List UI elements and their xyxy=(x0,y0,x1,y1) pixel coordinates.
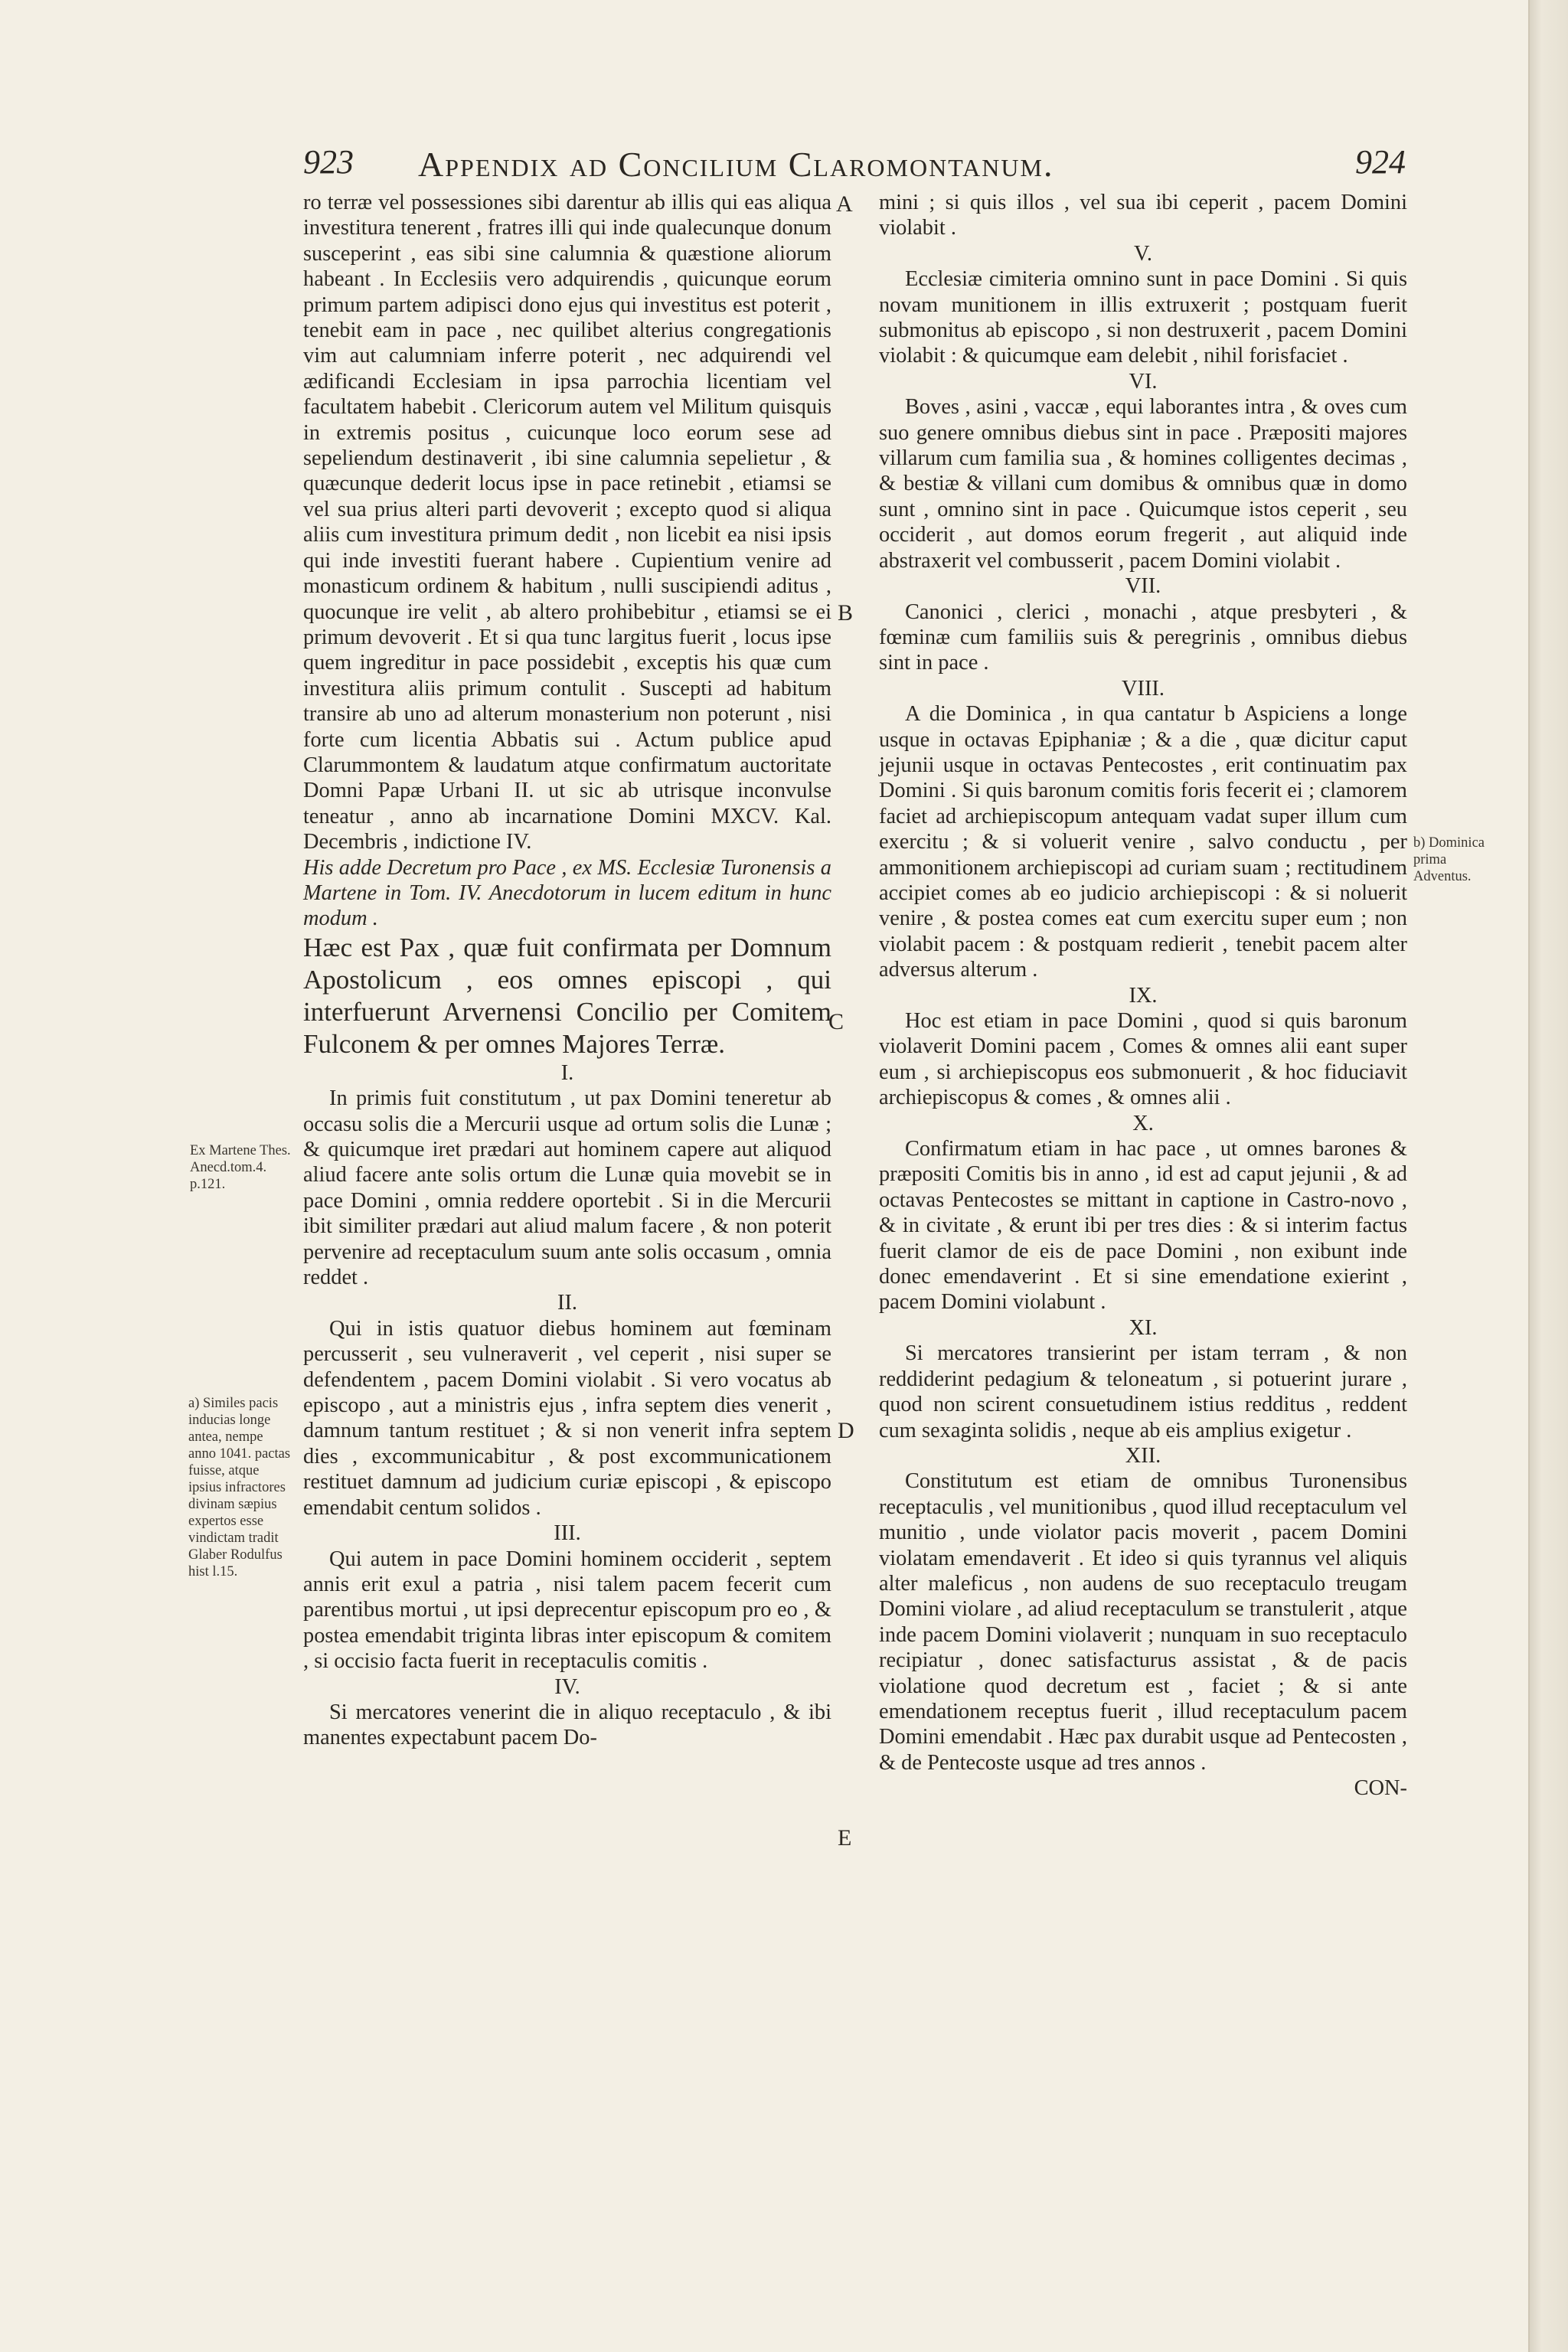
left-column xyxy=(303,190,831,1751)
section-number: VI. xyxy=(1129,369,1158,394)
section-text: Ecclesiæ cimiteria omnino sunt in pace Domini . Si quis novam munitionem in illis extruxerit ; postquam fuerit submonitus ab episcopo , si non destruxerit , pacem Domini violabit : & quicumque eam delebit , nihil forisfaciet . xyxy=(879,267,1407,368)
section-text: A die Dominica , in qua cantatur b Aspiciens a longe usque in octavas Epiphaniæ ; & a die , quæ dicitur caput jejunii usque in octavas Pentecostes , erit continuatim pax Domini . Si quis baronum comitis foris fecerit ei ; clamorem faciet ad archiepiscopum antequam vadat super illum cum exercitu ; & si voluerit venire , salvo conductu , per ammonitionem archiepiscopi ad curiam suam ; rectitudinem accipiet comes ab eo judicio archiepiscopi : & si noluerit venire , & postea comes eat cum exercitu super eum ; non violabit pacem : & postquam redierit , tenebit pacem alter adversus alterum . xyxy=(879,702,1407,982)
section-text: Constitutum est etiam de omnibus Turonensibus receptaculis , vel munitionibus , quod illud receptaculum vel munitio , unde violator pacis moverit , pacem Domini violatam emendaverit . Et ideo si quis tyrannus vel aliquis alter maleficus , non audens de suo receptaculo treugam Domini violare , ad aliud receptaculum se transtulerit , atque inde pacem Domini violaverit ; nunquam in suo receptaculo recipiatur , donec satisfacturus assistat , & de pacis violatione quod decretum est , faciet ; & si ante emendationem receptus fuerit , illud receptaculum pacem Domini emendabit . Hæc pax durabit usque ad Pentecosten , & de Pentecoste usque ad tres annos . xyxy=(879,1469,1407,1775)
side-note-a: a) Similes pacis inducias longe antea, nempe anno 1041. pactas fuisse, atque ipsius infractores divinam sæpius expertos esse vindictam tradit Glaber Rodulfus hist l.15. xyxy=(188,1396,291,1579)
section-number: VII. xyxy=(1125,574,1161,599)
section-number: X. xyxy=(1132,1111,1154,1135)
section-text: Boves , asini , vaccæ , equi laborantes intra , & oves cum suo genere omnibus diebus sint in pace . Præpositi majores villarum cum familia sua , & homines colligentes decimas , & bestiæ & villani cum domibus & omnibus quæ in domo sunt , omnino sint in pace . Quicumque istos ceperit , seu occiderit , aut domos eorum fregerit , aut aliquid inde abstraxerit vel combusserit , pacem Domini violabit . xyxy=(879,395,1407,573)
side-note-source: Ex Martene Thes. Anecd.tom.4. p.121. xyxy=(190,1143,291,1192)
section-text: Hoc est etiam in pace Domini , quod si quis baronum violaverit Domini pacem , Comes & omnes alii eant super eum , si archiepiscopus eos submonuerit , & hoc fiduciavit archiepiscopus & comes , & omnes alii . xyxy=(879,1009,1407,1110)
section-text: Canonici , clerici , monachi , atque presbyteri , & fœminæ cum familiis suis & peregrinis , omnibus diebus sint in pace . xyxy=(879,599,1407,675)
decree-title: Hæc est Pax , quæ fuit confirmata per Domnum Apostolicum , eos omnes episcopi , qui interfuerunt Arvernensi Concilio per Comitem Fulconem & per omnes Majores Terræ. xyxy=(303,932,831,1059)
section-number: VIII. xyxy=(1122,676,1165,701)
section-number: XI. xyxy=(1129,1315,1158,1340)
continued-paragraph: mini ; si quis illos , vel sua ibi ceperit , pacem Domini violabit . xyxy=(879,191,1407,240)
section-number: IV. xyxy=(554,1674,580,1699)
section-text: Si mercatores venerint die in aliquo receptaculo , & ibi manentes expectabunt pacem Do- xyxy=(303,1700,831,1750)
section-text: Qui autem in pace Domini hominem occiderit , septem annis erit exul a patria , nisi talem pacem fecerit cum parentibus mortui , ut ipsi deprecentur episcopum pro eo , & postea emendabit triginta libras inter episcopum & comitem , si occisio facta fuerit in receptaculis comitis . xyxy=(303,1547,831,1674)
right-column xyxy=(879,190,1407,1802)
running-header xyxy=(303,138,1406,191)
section-number: II. xyxy=(557,1291,577,1315)
continued-paragraph: ro terræ vel possessiones sibi darentur ab illis qui eas aliqua investitura tenerent , fratres illi qui inde qualecunque donum susceperint , eas sibi sine calumnia & quæstione aliorum habeant . In Ecclesiis vero adquirendis , quicunque eorum primum partem adipisci dono ejus qui investitus est poterit , tenebit eam in pace , nec quilibet alterius congregationis vim aut calumniam inferre poterit , nec adquirendi vel ædificandi Ecclesiam in ipsa parrochia licentiam vel facultatem habebit . Clericorum autem vel Militum quisquis in extremis positus , cuicunque loco eorum sese ad sepeliendum destinaverit , ibi sine calumnia sepelietur , & quæcunque dederit locus ipse in pace retinebit , etiamsi se vel sua prius alteri parti devoverit ; excepto quod si aliqua aliis cum investitura primum dedit , non licebit ea nisi ipsis qui inde investiti fuerant habere . Cupientium venire ad monasticum ordinem & habitum , nulli suscipiendi aditus , quocunque ire velit , ab altero prohibebitur , etiamsi se ei primum devoverit . Et si qua tunc largitus fuerit , locus ipse quem ingreditur in pace possidebit , exceptis his quæ cum investitura aliis primum contulit . Suscepti ad habitum transire ab uno ad alterum monasterium non poterunt , nisi forte cum licentia Abbatis sui . Actum publice apud Clarummontem & laudatum atque confirmatum auctoritate Domni Papæ Urbani II. ut sic ab utrisque inconvulse teneatur , anno ab incarnatione Domini MXCV. Kal. Decembris , indictione IV. xyxy=(303,191,831,854)
section-text: Si mercatores transierint per istam terram , & non reddiderint pedagium & teloneatum , si potuerint jurare , quod non scirent consuetudinem istius redditus , reddent cum sexaginta solidis , neque ab eis amplius exigetur . xyxy=(879,1341,1407,1442)
running-title: Appendix ad Concilium Claromontanum. xyxy=(418,145,1054,184)
section-text: Qui in istis quatuor diebus hominem aut fœminam percusserit , seu vulneraverit , vel ceperit , nisi super se defendentem , pacem Domini violabit . Si vero vocatus ab episcopo , aut a ministris ejus , infra septem dies venerit , damnum tantum restituet ; & si non venerit infra septem dies , excommunicabitur , & post excommunicationem restituet damnum ad judicium curiæ episcopi , & episcopo emendabit centum solidos . xyxy=(303,1316,831,1520)
section-number: XII. xyxy=(1125,1443,1161,1468)
signature-letter-c: C xyxy=(828,1009,844,1034)
section-number: III. xyxy=(554,1521,581,1546)
signature-letter-b: B xyxy=(838,600,854,626)
page-number-left: 923 xyxy=(303,143,354,181)
intro-italic: His adde Decretum pro Pace , ex MS. Ecclesiæ Turonensis a Martene in Tom. IV. Anecdotorum in lucem editum in hunc modum . xyxy=(303,855,831,931)
section-text: Confirmatum etiam in hac pace , ut omnes barones & præpositi Comitis bis in anno , id est ad caput jejunii , & ad octavas Pentecostes se mittant in captione in Castro-novo , & in civitate , & erunt ibi per tres dies : & si interim factus fuerit clamor de eis de pace Domini , non exibunt inde donec emendaverint . Et si sine emendatione exierint , pacem Domini violabunt . xyxy=(879,1137,1407,1315)
section-text: In primis fuit constitutum , ut pax Domini teneretur ab occasu solis die a Mercurii usque ad ortum solis die Lunæ ; & quicumque iret prædari aut hominem capere aut aliquod aliud facere ante solis ortum die Lunæ quia movebit se in pace Domini , omnia reddere oportebit . Si in die Mercurii ibit similiter prædari aut aliud malum facere , & non poterit pervenire ad receptaculum suum ante solis occasum , omnia reddet . xyxy=(303,1086,831,1290)
catchword: CON- xyxy=(1354,1776,1407,1801)
section-number: IX. xyxy=(1129,983,1158,1008)
signature-letter-a: A xyxy=(836,191,853,217)
signature-letter-d: D xyxy=(838,1418,854,1443)
section-number: V. xyxy=(1134,241,1152,266)
side-note-b: b) Dominica prima Adventus. xyxy=(1413,835,1485,884)
page-number-right: 924 xyxy=(1355,143,1406,181)
section-number: I. xyxy=(560,1060,574,1085)
signature-letter-e: E xyxy=(838,1825,852,1851)
adjacent-page-edge xyxy=(1528,0,1568,2352)
